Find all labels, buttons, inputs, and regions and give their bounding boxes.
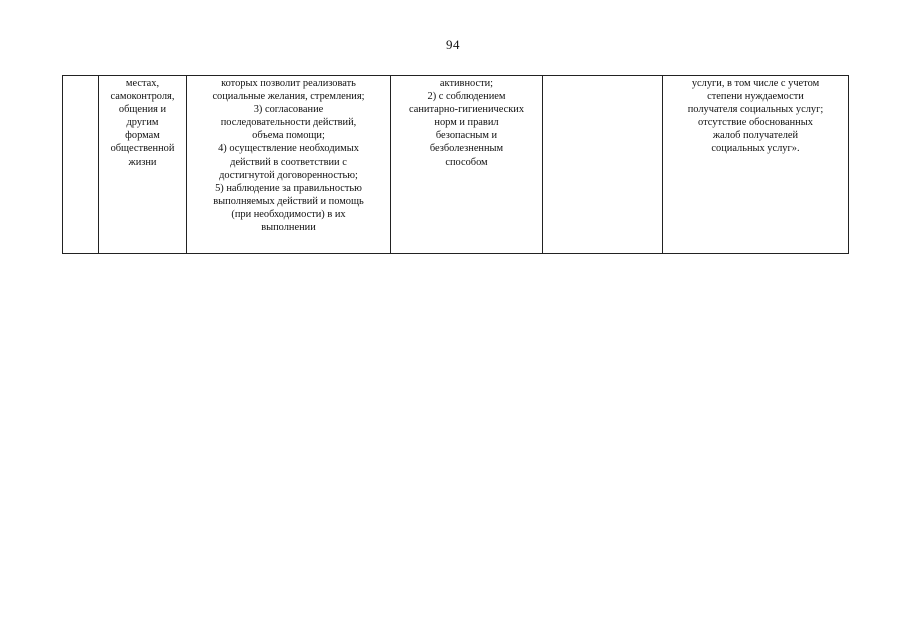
services-table [62,75,849,254]
table-cell-conditions [391,76,543,254]
cell-text: местах, самоконтроля, общения и другим формам общественной жизни [110,78,175,168]
table-cell-service-name [99,76,187,254]
page-number: 94 [446,37,460,52]
cell-text: которых позволит реализовать социальные желания, стремления; 3) согласование последовательности действий, объема помощи; 4) осуществление необходимых действий в соответствии с достигнутой договоренностью; 5) наблюдение за правильностью выполняемых действий и помощь (при необходимости) в их выполнении [212,78,365,234]
table-cell-quality-indicators [663,76,849,254]
cell-text: услуги, в том числе с учетом степени нуждаемости получателя социальных услуг; отсутствие обоснованных жалоб получателей социальных услуг». [687,78,824,155]
table-cell-empty [543,76,663,254]
table-cell-service-description [187,76,391,254]
table-cell-number [63,76,99,254]
table-row [63,76,849,254]
cell-text: активности; 2) с соблюдением санитарно-гигиенических норм и правил безопасным и безболезненным способом [408,78,525,168]
